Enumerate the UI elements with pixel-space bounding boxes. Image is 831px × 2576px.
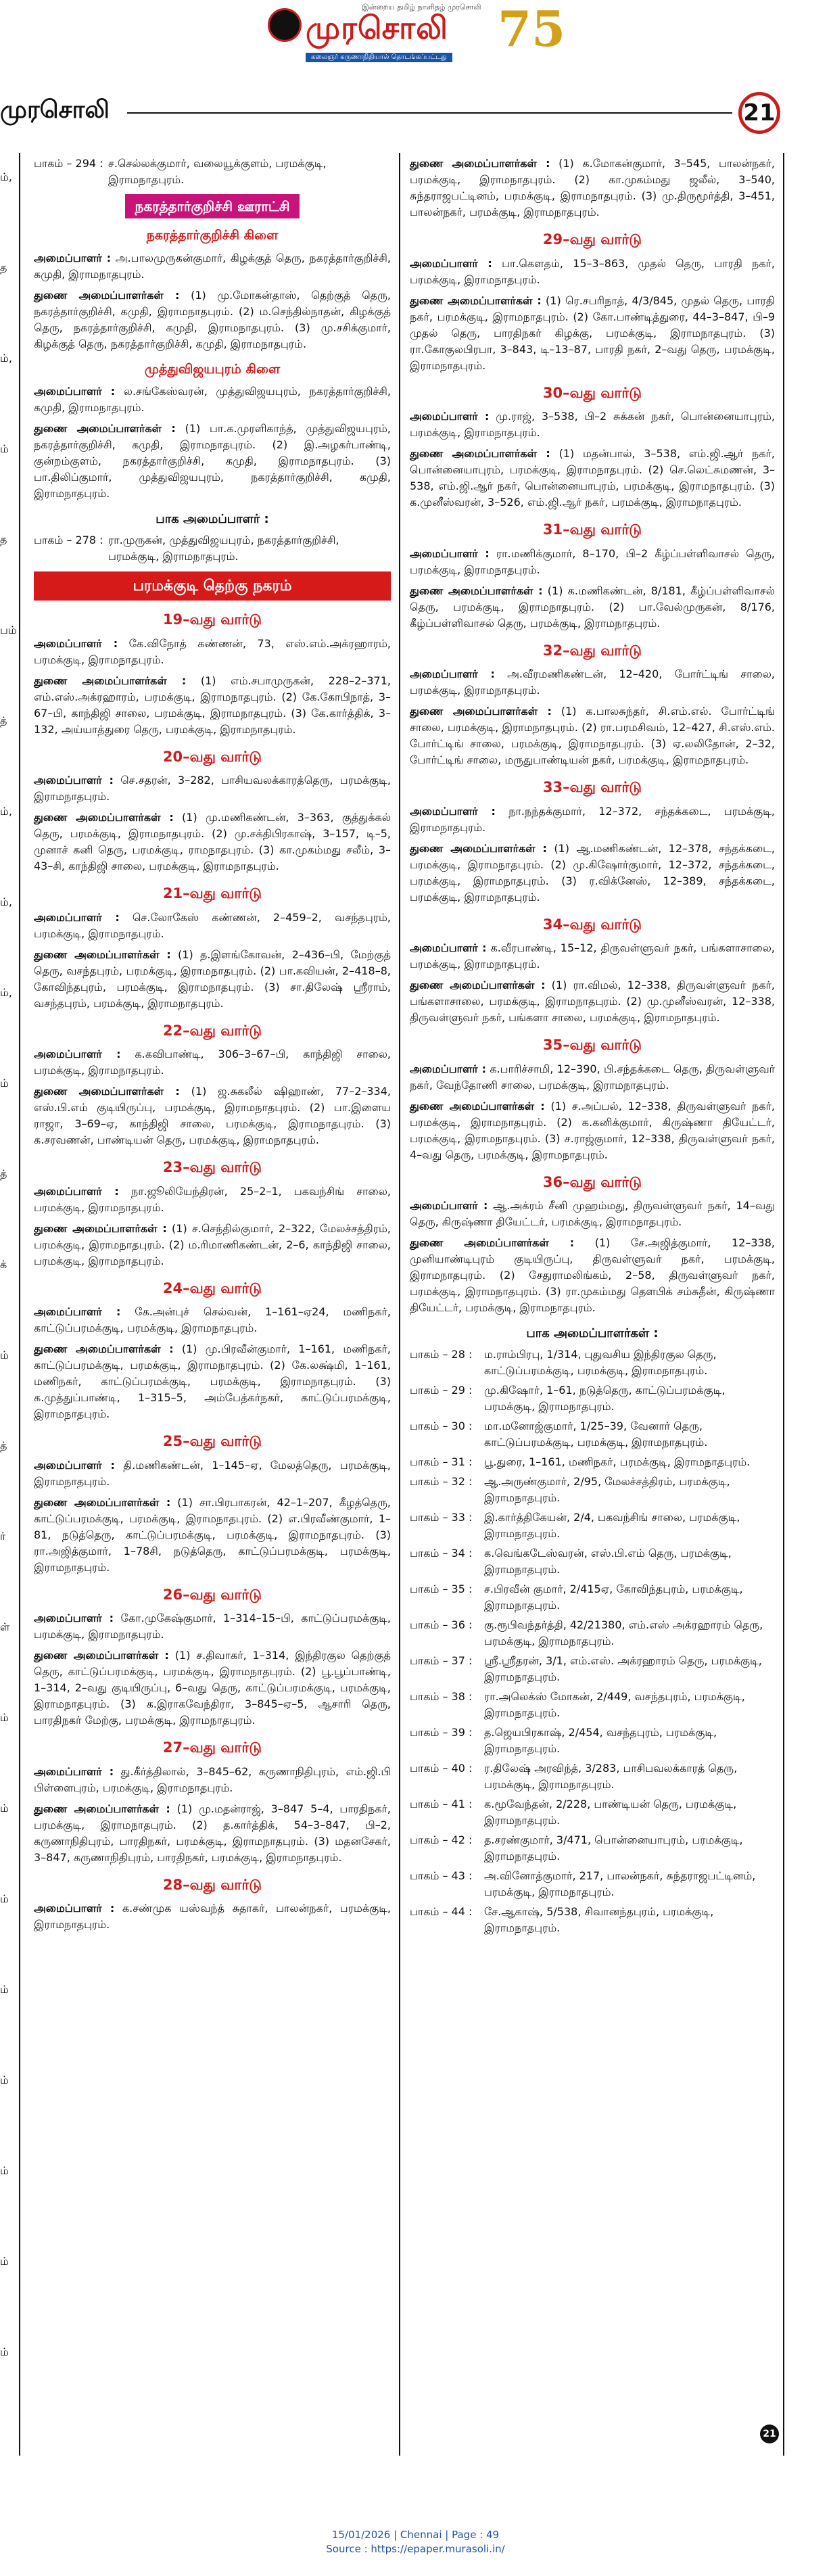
edge-fragment: ம் <box>0 1349 9 1361</box>
name-list: (1) ரா.விமல், 12–338, திருவள்ளுவர் நகர், பங்களாசாலை, பரமக்குடி, இராமநாதபுரம். (2) மு.முனீஸ்வரன், 12–338, திருவள்ளுவர் நகர், பங்களா சாலை, பரமக்குடி, இராமநாதபுரம். <box>410 979 775 1024</box>
role-label: அமைப்பாளர் : <box>34 1184 119 1198</box>
name-list: (1) க.பாலசுந்தர், சி.எம்.எல். போர்ட்டிங் சாலை, பரமக்குடி, இராமநாதபுரம். (2) ரா.பரமசிவம், 12–427, சி.எஸ்.எம். போர்ட்டிங் சாலை, பரமக்குடி, இராமநாதபுரம். (3) ஏ.லலிதோன், 2–32, போர்ட்டிங் சாலை, மருதுபாண்டியன் நகர், பரமக்குடி, இராமநாதபுரம். <box>410 705 775 766</box>
name-list: (1) மதன்பால், 3–538, எம்.ஜி.ஆர் நகர், பொன்னையாபுரம், பரமக்குடி, இராமநாதபுரம். (2) செ.லெட்சுமணன், 3–538, எம்.ஜி.ஆர் நகர், பொன்னையாபுரம், பரமக்குடி, இராமநாதபுரம். (3) க.முனீஸ்வரன், 3–526, எம்.ஜி.ஆர் நகர், பரமக்குடி, இராமநாதபுரம். <box>410 447 776 509</box>
booth-coordinator: பூ.துரை, 1–161, மணிநகர், பரமக்குடி, இராமநாதபுரம். <box>484 1455 751 1468</box>
booth-entry <box>34 156 391 188</box>
booth-number: பாகம் – 31 : <box>410 1455 473 1468</box>
edge-fragment: த் <box>0 1439 7 1452</box>
role-label: அமைப்பாளர் : <box>410 256 492 270</box>
role-label: துணை அமைப்பாளர்கள் : <box>410 157 550 170</box>
name-list: நா.நந்தக்குமார், 12–372, சந்தக்கடை, பரமக்குடி, இராமநாதபுரம். <box>410 804 775 834</box>
ward-heading: 34–வது வார்டு <box>542 916 642 933</box>
role-label: துணை அமைப்பாளர்கள் : <box>410 1236 575 1249</box>
newspaper-title: முரசொலி <box>306 9 448 46</box>
name-list: (1) ச.அப்பல், 12–338, திருவள்ளுவர் நகர், பரமக்குடி, இராமநாதபுரம். (2) க.கனிக்குமார், கிருஷ்ணா தியேட்டர், பரமக்குடி, இராமநாதபுரம். (3) ச.ராஜ்குமார், 12–338, திருவள்ளுவர் நகர், 4–வது தெரு, பரமக்குடி, இராமநாதபுரம். <box>410 1099 775 1161</box>
name-list: நா.ஜூலியேந்திரன், 25–2–1, பகவந்சிங் சாலை, பரமக்குடி, இராமநாதபுரம். <box>34 1184 391 1214</box>
name-list: கே.விநோத் கண்ணன், 73, எஸ்.எம்.அக்ரஹாரம், பரமக்குடி, இராமநாதபுரம். <box>34 636 391 666</box>
booth-coordinator: மு.கிஷோர், 1–61, நடுத்தெரு, காட்டுப்பரமக்குடி, பரமக்குடி, இராமநாதபுரம். <box>484 1384 726 1413</box>
ward-heading: 26–வது வார்டு <box>162 1586 262 1603</box>
ward-heading: 27–வது வார்டு <box>162 1739 262 1756</box>
edge-fragment: ம் <box>0 1983 9 1996</box>
edge-fragment: ம் <box>0 1802 9 1814</box>
organiser-paragraph <box>410 256 775 288</box>
booth-coordinator: ரா.முருகன், முத்துவிஜயபுரம், நகரத்தார்குறிச்சி, பரமக்குடி, இராமநாதபுரம். <box>108 534 339 563</box>
role-label: அமைப்பாளர் : <box>34 1048 121 1060</box>
booth-number: பாகம் – 43 : <box>410 1869 473 1882</box>
booth-number: பாகம் – 40 : <box>410 1762 473 1775</box>
name-list: ஆ.அக்ரம் சீனி முஹம்மது, திருவள்ளுவர் நகர், 14–வது தெரு, கிருஷ்ணா தியேட்டர், பரமக்குடி, இராமநாதபுரம். <box>410 1199 776 1228</box>
role-label: துணை அமைப்பாளர்கள் : <box>410 979 546 991</box>
organiser-paragraph <box>410 408 775 441</box>
role-label: துணை அமைப்பாளர்கள் : <box>34 288 180 302</box>
town-panchayat-title: நகரத்தார்குறிச்சி ஊராட்சி <box>125 194 299 218</box>
booth-entry <box>410 1689 775 1721</box>
organiser-paragraph <box>34 383 391 416</box>
anniversary-seal <box>494 0 566 65</box>
edge-fragment: ம், <box>0 986 12 999</box>
role-label: துணை அமைப்பாளர்கள் : <box>34 422 176 435</box>
page-number-badge: 21 <box>738 92 780 134</box>
booth-number: பாகம் – 41 : <box>410 1798 473 1810</box>
edge-fragment: க் <box>0 1258 7 1271</box>
edge-fragment: ர் <box>0 1530 6 1543</box>
role-label: துணை அமைப்பாளர்கள் : <box>34 1649 169 1662</box>
role-label: அமைப்பாளர் : <box>410 1062 486 1075</box>
role-label: அமைப்பாளர் : <box>34 636 118 650</box>
booth-number: பாகம் – 44 : <box>410 1905 473 1918</box>
edge-fragment: த் <box>0 1167 7 1180</box>
ward-heading: 22–வது வார்டு <box>162 1022 262 1039</box>
booth-coordinator: த.சரண்குமார், 3/471, பொன்னையாபுரம், பரமக்குடி, இராமநாதபுரம். <box>484 1833 743 1863</box>
booth-entry <box>410 1725 775 1757</box>
role-label: அமைப்பாளர் : <box>410 546 490 560</box>
deputy-paragraph <box>410 293 775 374</box>
booth-coordinator: க.வெங்கடேஸ்வரன், எஸ்.பி.எம் தெரு, பரமக்குடி, இராமநாதபுரம். <box>484 1547 732 1576</box>
name-list: (1) மு.மோகன்தாஸ், தெற்குத் தெரு, நகரத்தார்குறிச்சி, கமுதி, இராமநாதபுரம். (2) ம.செந்தில்நாதன், கிழக்குத் தெரு, நகரத்தார்குறிச்சி, கமுதி, இராமநாதபுரம். (3) மு.சசிக்குமார், கிழக்குத் தெரு, நகரத்தார்குறிச்சி, கமுதி, இராமநாதபுரம். <box>34 288 391 350</box>
organiser-paragraph <box>34 1610 391 1643</box>
booth-number: பாகம் – 28 : <box>410 1348 473 1361</box>
deputy-paragraph <box>34 1341 391 1422</box>
footer-source-line: Source : https://epaper.murasoli.in/ <box>326 2543 505 2555</box>
anniversary-number: 75 <box>498 0 566 57</box>
organiser-paragraph <box>34 1457 391 1490</box>
organiser-paragraph <box>34 910 391 942</box>
edge-fragment: ம், <box>0 895 12 908</box>
role-label: துணை அமைப்பாளர்கள் : <box>34 811 174 824</box>
booth-number: பாகம் – 294 : <box>34 157 103 170</box>
booth-coordinator: ரா.அலெக்ஸ் மோகன், 2/449, வசந்தபுரம், பரமக்குடி, இராமநாதபுரம். <box>484 1690 745 1719</box>
booth-coordinators-heading: பாக அமைப்பாளர் : <box>156 512 269 526</box>
booth-coordinator: இ.கார்த்திகேயன், 2/4, பகவந்சிங் சாலை, பரமக்குடி, இராமநாதபுரம். <box>484 1511 740 1540</box>
booth-number: பாகம் – 35 : <box>410 1583 473 1595</box>
role-label: அமைப்பாளர் : <box>34 910 120 924</box>
booth-coordinator: ச.பிரவீன் குமார், 2/415ஏ, கோவிந்தபுரம், பரமக்குடி, இராமநாதபுரம். <box>484 1583 743 1612</box>
name-list: கோ.முகேஷ்குமார், 1–314–15–பி, காட்டுப்பரமக்குடி, பரமக்குடி, இராமநாதபுரம். <box>34 1612 391 1641</box>
booth-number: பாகம் – 38 : <box>410 1690 473 1703</box>
deputy-paragraph <box>34 810 391 874</box>
edge-fragment: ள் <box>0 1620 10 1633</box>
booth-entry <box>410 1346 775 1379</box>
page-footer <box>0 2528 831 2556</box>
ward-heading: 29–வது வார்டு <box>542 231 642 248</box>
role-label: துணை அமைப்பாளர்கள் : <box>410 841 547 855</box>
middle-column-rule <box>399 153 400 2456</box>
booth-number: பாகம் – 36 : <box>410 1618 473 1631</box>
name-list: (1) பா.க.முரளிகாந்த், முத்துவிஜயபுரம், நகரத்தார்குறிச்சி, கமுதி, இராமநாதபுரம். (2) இ.அழகர்பாண்டி, குன்றம்குளம், நகரத்தார்குறிச்சி, கமுதி, இராமநாதபுரம். (3) பா.திலிப்குமார், முத்துவிஜயபுரம், நகரத்தார்குறிச்சி, கமுதி, இராமநாதபுரம். <box>34 422 391 500</box>
booth-entry <box>34 532 391 565</box>
organiser-paragraph <box>410 666 775 699</box>
role-label: அமைப்பாளர் : <box>34 774 114 787</box>
name-list: (1) சே.அஜித்குமார், 12–338, முனியாண்டிபுரம் குடியிருப்பு, திருவள்ளுவர் நகர், பரமக்குடி, இராமநாதபுரம். (2) சேதுராமலிங்கம், 2–58, திருவள்ளுவர் நகர், பரமக்குடி, இராமநாதபுரம். (3) ரா.முகம்மது தௌபிக் சம்சுதீன், கிருஷ்ணா தியேட்டர், பரமக்குடி, இராமநாதபுரம். <box>410 1236 775 1314</box>
name-list: (1) மு.மதன்ராஜ், 3–847 5–4, பாரதிநகர், பரமக்குடி, இராமநாதபுரம். (2) த.கார்த்திக், 54–3–847, பி–2, கருணாநிதிபுரம், பாரதிநகர், பரமக்குடி, இராமநாதபுரம். (3) மதனசேகர், 3–847, கருணாநிதிபுரம், பாரதிநகர், பரமக்குடி, இராமநாதபுரம். <box>34 1802 391 1864</box>
booth-entry <box>410 1868 775 1900</box>
edge-fragment: ம், <box>0 170 12 183</box>
deputy-paragraph <box>34 1221 391 1269</box>
name-list: ரா.மணிக்குமார், 8–170, பி–2 கீழ்ப்பள்ளிவாசல் தெரு, பரமக்குடி, இராமநாதபுரம். <box>410 546 775 576</box>
name-list: பா.கௌதம், 15–3–863, முதல் தெரு, பாரதி நகர், பரமக்குடி, இராமநாதபுரம். <box>410 256 775 286</box>
role-label: துணை அமைப்பாளர்கள் : <box>34 1495 171 1509</box>
name-list: (1) ச.திவாகர், 1–314, இந்திரகுல தெற்குத் தெரு, காட்டுப்பரமக்குடி, பரமக்குடி, இராமநாதபுரம். (2) பூ.பூப்பாண்டி, 1–314, 2–வது குடியிருப்பு, 6–வது தெரு, காட்டுப்பரமக்குடி, பரமக்குடி, இராமநாதபுரம். (3) க.இராகவேந்திரா, 3–845–ஏ–5, ஆசாரி தெரு, பாரதிநகர் மேற்கு, பரமக்குடி, இராமநாதபுரம். <box>34 1649 391 1727</box>
booth-coordinator: த.ஜெயபிரகாஷ், 2/454, வசந்தபுரம், பரமக்குடி, இராமநாதபுரம். <box>484 1726 717 1755</box>
booth-entry <box>410 1418 775 1451</box>
organiser-paragraph <box>410 546 775 578</box>
organiser-paragraph <box>34 1046 391 1079</box>
booth-entry <box>410 1796 775 1829</box>
role-label: அமைப்பாளர் : <box>34 1764 114 1778</box>
ward-heading: 25–வது வார்டு <box>162 1433 262 1449</box>
organiser-paragraph <box>34 1900 391 1933</box>
booth-entry <box>410 1581 775 1614</box>
deputy-paragraph <box>34 1083 391 1148</box>
name-list: (1) க.மணிகண்டன், 8/181, கீழ்ப்பள்ளிவாசல் தெரு, பரமக்குடி, இராமநாதபுரம். (2) பா.வேல்முருகன், 8/176, கீழ்ப்பள்ளிவாசல் தெரு, பரமக்குடி, இராமநாதபுரம். <box>410 584 775 630</box>
ward-heading: 30–வது வார்டு <box>542 384 642 401</box>
deputy-paragraph <box>410 156 775 220</box>
booth-number: பாகம் – 278 : <box>34 534 103 546</box>
booth-entry <box>410 1832 775 1865</box>
booth-number: பாகம் – 34 : <box>410 1547 473 1560</box>
organiser-paragraph <box>34 1184 391 1216</box>
role-label: துணை அமைப்பாளர்கள் : <box>410 1099 545 1113</box>
booth-entry <box>410 1653 775 1685</box>
name-list: அ.பாலமுருகன்குமார், கிழக்குத் தெரு, நகரத்தார்குறிச்சி, கமுதி, இராமநாதபுரம். <box>34 251 391 281</box>
ward-heading: 28–வது வார்டு <box>162 1876 262 1893</box>
edge-fragment: ம் <box>0 2164 9 2177</box>
role-label: அமைப்பாளர் : <box>34 1612 114 1624</box>
deputy-paragraph <box>34 287 391 352</box>
role-label: துணை அமைப்பாளர்கள் : <box>34 674 187 687</box>
masthead-subtitle: கலைஞர் கருணாநிதியால் தொடங்கப்பட்டது <box>306 53 452 62</box>
organiser-paragraph <box>34 636 391 668</box>
ward-heading: 20–வது வார்டு <box>162 748 262 765</box>
booth-coordinators-heading: பாக அமைப்பாளர்கள் : <box>526 1326 659 1340</box>
role-label: அமைப்பாளர் : <box>34 251 112 264</box>
deputy-paragraph <box>410 1098 775 1163</box>
footer-date-line: 15/01/2026 | Chennai | Page : 49 <box>331 2529 500 2541</box>
previous-column-fragments <box>0 169 19 2435</box>
deputy-paragraph <box>410 977 775 1026</box>
role-label: துணை அமைப்பாளர்கள் : <box>34 1342 174 1355</box>
name-list: செ.சதரன், 3–282, பாசியவலக்காரத்தெரு, பரமக்குடி, இராமநாதபுரம். <box>34 774 391 803</box>
edge-fragment: ம் <box>0 2074 9 2086</box>
end-page-badge: 21 <box>760 2425 779 2443</box>
booth-entry <box>410 1760 775 1793</box>
booth-coordinator: சே.ஆகாஷ், 5/538, சிவானந்தபுரம், பரமக்குடி, இராமநாதபுரம். <box>484 1905 714 1934</box>
organiser-paragraph <box>410 940 775 973</box>
branch-title: முத்துவிஜயபுரம் கிளை <box>144 361 281 377</box>
booth-coordinator: ம.ராம்பிரபு, 1/314, புதுவசிய இந்திரகுல தெரு, காட்டுப்பரமக்குடி, பரமக்குடி, இராமநாதபுரம். <box>484 1348 717 1377</box>
ward-heading: 24–வது வார்டு <box>162 1280 262 1296</box>
booth-number: பாகம் – 32 : <box>410 1475 473 1488</box>
ward-heading: 32–வது வார்டு <box>542 642 642 659</box>
role-label: அமைப்பாளர் : <box>410 1199 488 1212</box>
name-list: க.பாரிச்சாமி, 12–390, பி.சந்தக்கடை தெரு, திருவள்ளுவர் நகர், வேந்தோணி சாலை, பரமக்குடி, இராமநாதபுரம். <box>410 1062 776 1092</box>
deputy-paragraph <box>34 947 391 1012</box>
role-label: அமைப்பாளர் : <box>410 410 490 423</box>
header-rule <box>127 112 732 114</box>
edge-fragment: ம் <box>0 2345 9 2358</box>
deputy-paragraph <box>410 703 775 768</box>
deputy-paragraph <box>410 583 775 632</box>
name-list: தி.மணிகண்டன், 1–145–ஏ, மேலத்தெரு, பரமக்குடி, இராமநாதபுரம். <box>34 1458 391 1488</box>
ward-heading: 23–வது வார்டு <box>162 1159 262 1175</box>
article-column-2 <box>410 156 775 1940</box>
role-label: துணை அமைப்பாளர்கள் : <box>410 294 542 307</box>
name-list: (1) க.மோகன்குமார், 3–545, பாலன்நகர், பரமக்குடி, இராமநாதபுரம். (2) கா.முகம்மது ஜலீல், 3–540, சுந்தராஜபட்டினம், பரமக்குடி, இராமநாதபுரம். (3) மு.திருமூர்த்தி, 3–451, பாலன்நகர், பரமக்குடி, இராமநாதபுரம். <box>410 157 776 218</box>
booth-number: பாகம் – 30 : <box>410 1420 473 1432</box>
page-header <box>0 92 831 139</box>
role-label: துணை அமைப்பாளர்கள் : <box>34 1085 180 1098</box>
edge-fragment: பம் <box>0 624 17 636</box>
role-label: துணை அமைப்பாளர்கள் : <box>34 1221 167 1235</box>
organiser-paragraph <box>410 803 775 836</box>
edge-fragment: த <box>0 261 7 274</box>
ward-heading: 35–வது வார்டு <box>542 1037 642 1053</box>
edge-fragment: ம் <box>0 442 9 455</box>
name-list: (1) ஜ.சுகலீல் ஷிஹாண், 77–2–334, எஸ்.பி.எம் குடியிருப்பு, பரமக்குடி, இராமநாதபுரம். (2) பா.இளைய ராஜா, 3–69–ஏ, காந்திஜி சாலை, பரமக்குடி, இராமநாதபுரம். (3) க.சரவணன், பாண்டியன் தெரு, பரமக்குடி, இராமநாதபுரம். <box>34 1085 391 1146</box>
edge-fragment: ம் <box>0 1711 9 1724</box>
booth-number: பாகம் – 37 : <box>410 1654 473 1667</box>
booth-number: பாகம் – 33 : <box>410 1511 473 1524</box>
name-list: மு.ராஜ், 3–538, பி–2 சுக்கன் நகர், பொன்னையாபுரம், பரமக்குடி, இராமநாதபுரம். <box>410 410 776 439</box>
deputy-paragraph <box>34 421 391 502</box>
role-label: துணை அமைப்பாளர்கள் : <box>410 705 552 718</box>
deputy-paragraph <box>410 446 775 511</box>
deputy-paragraph <box>410 1235 775 1316</box>
deputy-paragraph <box>34 673 391 738</box>
organiser-paragraph <box>34 250 391 283</box>
name-list: செ.லோகேஸ் கண்ணன், 2–459–2, வசந்தபுரம், பரமக்குடி, இராமநாதபுரம். <box>34 910 391 940</box>
booth-coordinator: மா.மனோஜ்குமார், 1/25–39, வேனார் தெரு, காட்டுப்பரமக்குடி, பரமக்குடி, இராமநாதபுரம். <box>484 1420 708 1449</box>
edge-fragment: ம் <box>0 1077 9 1090</box>
edge-fragment: ம் <box>0 2255 9 2268</box>
booth-entry <box>410 1617 775 1649</box>
name-list: (1) ரெ.சபரிநாத், 4/3/845, முதல் தெரு, பாரதி நகர், பரமக்குடி, இராமநாதபுரம். (2) கோ.பாண்டித்துரை, 44–3–847, பி–9 முதல் தெரு, பாரதிநகர் கிழக்கு, பரமக்குடி, இராமநாதபுரம். (3) ரா.கோகுலபிரபா, 3–843, டி–13–87, பாரதி நகர், 2–வது தெரு, பரமக்குடி, இராமநாதபுரம். <box>410 294 775 372</box>
booth-number: பாகம் – 42 : <box>410 1833 473 1846</box>
booth-entry <box>410 1509 775 1542</box>
name-list: (1) மு.பிரவீன்குமார், 1–161, மணிநகர், காட்டுப்பரமக்குடி, பரமக்குடி, இராமநாதபுரம். (2) கே.லக்ஷ்மி, 1–161, மணிநகர், காட்டுப்பரமக்குடி, பரமக்குடி, இராமநாதபுரம். (3) க.முத்துப்பாண்டி, 1–315–5, அம்பேத்கர்நகர், காட்டுப்பரமக்குடி, இராமநாதபுரம். <box>34 1342 391 1420</box>
branch-title: நகரத்தார்குறிச்சி கிளை <box>146 228 279 243</box>
name-list: அ.வீரமணிகண்டன், 12–420, போர்ட்டிங் சாலை, பரமக்குடி, இராமநாதபுரம். <box>410 668 776 697</box>
deputy-paragraph <box>410 841 775 906</box>
deputy-paragraph <box>34 1495 391 1576</box>
role-label: அமைப்பாளர் : <box>410 668 495 680</box>
role-label: அமைப்பாளர் : <box>410 804 496 818</box>
left-column-rule <box>19 153 20 2456</box>
article-column-1 <box>34 156 391 1938</box>
south-town-banner: பரமக்குடி தெற்கு நகரம் <box>34 571 391 601</box>
role-label: துணை அமைப்பாளர்கள் : <box>410 447 550 460</box>
name-list: க.வீரபாண்டி, 15–12, திருவள்ளுவர் நகர், பங்களாசாலை, பரமக்குடி, இராமநாதபுரம். <box>410 941 775 970</box>
organiser-paragraph <box>410 1061 775 1094</box>
booth-coordinator: கு.ரூபிவந்தர்த்தி, 42/21380, எம்.எஸ் அக்ரஹாரம் தெரு, பரமக்குடி, இராமநாதபுரம். <box>484 1618 763 1647</box>
town-panchayat-banner <box>34 194 391 218</box>
deputy-paragraph <box>34 1801 391 1866</box>
name-list: (1) எம்.சபாமுருகன், 228–2–371, எம்.எஸ்.அக்ரஹாரம், பரமக்குடி, இராமநாதபுரம். (2) கே.கோபிநாத், 3–67–பி, காந்திஜி சாலை, பரமக்குடி, இராமநாதபுரம். (3) கே.கார்த்திக், 3–132, அய்யாத்துரை தெரு, பரமக்குடி, இராமநாதபுரம். <box>34 674 391 736</box>
masthead-tagline: இன்றைய தமிழ் நாளிதழ் முரசொலி <box>362 3 481 11</box>
edge-fragment: த் <box>0 714 7 727</box>
name-list: து.கீர்த்திலால், 3–845–62, கருணாநிதிபுரம், எம்.ஜி.பி பிள்ளைபுரம், பரமக்குடி, இராமநாதபுரம். <box>34 1764 391 1794</box>
rising-sun-logo-icon <box>268 8 302 42</box>
booth-coordinator: ர.திலேஷ் அரவிந்த், 3/283, பாசிபவலக்காரத் தெரு, பரமக்குடி, இராமநாதபுரம். <box>484 1762 738 1791</box>
role-label: துணை அமைப்பாளர்கள் : <box>34 947 171 961</box>
section-name: முரசொலி <box>0 96 110 124</box>
booth-coordinator: அ.வினோத்குமார், 217, பாலன்நகர், சுந்தராஜபட்டினம், பரமக்குடி, இராமநாதபுரம். <box>484 1869 756 1898</box>
booth-entry <box>410 1545 775 1578</box>
ward-heading: 21–வது வார்டு <box>162 885 262 901</box>
booth-entry <box>410 1904 775 1936</box>
role-label: அமைப்பாளர் : <box>34 385 116 398</box>
booth-coordinator: ச.செல்லக்குமார், வலையூக்குளம், பரமக்குடி, இராமநாதபுரம். <box>108 157 327 186</box>
ward-heading: 36–வது வார்டு <box>542 1173 642 1190</box>
masthead <box>0 0 831 76</box>
organiser-paragraph <box>34 772 391 805</box>
role-label: அமைப்பாளர் : <box>34 1305 121 1318</box>
booth-coordinator: ஸ்ரீ.ஸ்ரீதரன், 3/1, எம்.எஸ். அக்ரஹாரம் தெரு, பரமக்குடி, இராமநாதபுரம். <box>484 1654 762 1683</box>
booth-number: பாகம் – 39 : <box>410 1726 473 1739</box>
right-column-rule <box>783 153 784 2456</box>
booth-entry <box>410 1474 775 1506</box>
name-list: (1) த.இளங்கோவன், 2–436–பி, மேற்குத் தெரு, வசந்தபுரம், பரமக்குடி, இராமநாதபுரம். (2) பா.கவியன், 2–418–8, கோவிந்தபுரம், பரமக்குடி, இராமநாதபுரம். (3) சா.திலேஷ் ஸ்ரீராம், வசந்தபுரம், பரமக்குடி, இராமநாதபுரம். <box>34 947 391 1010</box>
edge-fragment: ம் <box>0 1892 9 1905</box>
edge-fragment: ம், <box>0 352 12 365</box>
role-label: அமைப்பாளர் : <box>410 941 487 954</box>
ward-heading: 19–வது வார்டு <box>162 611 262 628</box>
name-list: (1) ஆ.மணிகண்டன், 12–378, சந்தக்கடை, பரமக்குடி, இராமநாதபுரம். (2) மு.கிஷோர்குமார், 12–372, சந்தக்கடை, பரமக்குடி, இராமநாதபுரம். (3) ர.விக்னேஸ், 12–389, சந்தக்கடை, பரமக்குடி, இராமநாதபுரம். <box>410 841 775 904</box>
organiser-paragraph <box>34 1304 391 1336</box>
name-list: (1) மு.மணிகண்டன், 3–363, குத்துக்கல் தெரு, பரமக்குடி, இராமநாதபுரம். (2) மு.சக்திபிரகாஷ், 3–157, டி–5, முனாச் கனி தெரு, பரமக்குடி, ராமநாதபுரம். (3) கா.முகம்மது சலீம், 3–43–சி, காந்திஜி சாலை, பரமக்குடி, இராமநாதபுரம். <box>34 811 391 872</box>
role-label: துணை அமைப்பாளர்கள் : <box>410 584 543 597</box>
booth-number: பாகம் – 29 : <box>410 1384 473 1397</box>
role-label: அமைப்பாளர் : <box>34 1902 115 1915</box>
booth-entry <box>410 1454 775 1470</box>
deputy-paragraph <box>34 1647 391 1729</box>
name-list: (1) சா.பிரபாகரன், 42–1–207, கீழத்தெரு, காட்டுப்பரமக்குடி, பரமக்குடி, இராமநாதபுரம். (2) எ.பிரவீண்குமார், 1–81, நடுத்தெரு, காட்டுப்பரமக்குடி, பரமக்குடி, இராமநாதபுரம். (3) ரா.அஜித்குமார், 1–78சி, நடுத்தெரு, காட்டுப்பரமக்குடி, பரமக்குடி, இராமநாதபுரம். <box>34 1495 391 1574</box>
role-label: அமைப்பாளர் : <box>34 1458 115 1472</box>
edge-fragment: த <box>0 533 7 546</box>
booth-coordinator: க.மூவேந்தன், 2/228, பாண்டியன் தெரு, பரமக்குடி, இராமநாதபுரம். <box>484 1798 737 1827</box>
name-list: கே.அன்புச் செல்வன், 1–161–ஏ24, மணிநகர், காட்டுப்பரமக்குடி, பரமக்குடி, இராமநாதபுரம். <box>34 1305 391 1334</box>
ward-heading: 33–வது வார்டு <box>542 779 642 795</box>
booth-entry <box>410 1382 775 1415</box>
role-label: துணை அமைப்பாளர்கள் : <box>34 1802 170 1815</box>
ward-heading: 31–வது வார்டு <box>542 521 642 538</box>
edge-fragment: ம், <box>0 805 12 818</box>
name-list: க.சண்முக யஸ்வந்த் சுதாகர், பாலன்நகர், பரமக்குடி, இராமநாதபுரம். <box>34 1902 391 1931</box>
name-list: (1) ச.செந்தில்குமார், 2–322, மேலச்சத்திரம், பரமக்குடி, இராமநாதபுரம். (2) ம.ரிமாணிகண்டன், 2–6, காந்திஜி சாலை, பரமக்குடி, இராமநாதபுரம். <box>34 1221 391 1267</box>
name-list: ல.சங்கேஸ்வரன், முத்துவிஜயபுரம், நகரத்தார்குறிச்சி, கமுதி, இராமநாதபுரம். <box>34 385 391 414</box>
booth-coordinator: ஆ.அருண்குமார், 2/95, மேலச்சத்திரம், பரமக்குடி, இராமநாதபுரம். <box>484 1475 730 1504</box>
organiser-paragraph <box>410 1198 775 1230</box>
name-list: க.கவிபாண்டி, 306–3–67–பி, காந்திஜி சாலை, பரமக்குடி, இராமநாதபுரம். <box>34 1048 391 1077</box>
organiser-paragraph <box>34 1764 391 1796</box>
